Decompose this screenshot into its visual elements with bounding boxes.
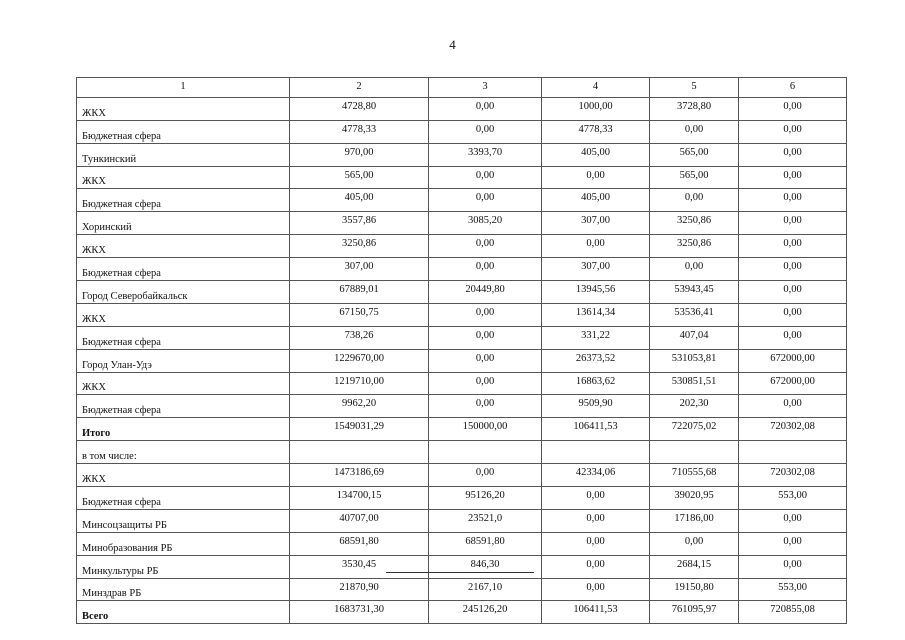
table-cell: 846,30 — [429, 555, 542, 578]
table-row — [77, 120, 847, 143]
table-cell: 0,00 — [542, 509, 650, 532]
table-cell: 530851,51 — [650, 372, 739, 395]
table-cell: 0,00 — [429, 464, 542, 487]
table-cell: 9509,90 — [542, 395, 650, 418]
table-cell: 9962,20 — [290, 395, 429, 418]
table-cell: 0,00 — [429, 326, 542, 349]
table-row — [77, 326, 847, 349]
table-cell: 405,00 — [290, 189, 429, 212]
table-cell: 68591,80 — [429, 532, 542, 555]
table-cell: 0,00 — [739, 212, 847, 235]
table-cell: 0,00 — [429, 166, 542, 189]
table-cell: 3728,80 — [650, 97, 739, 120]
table-cell: 1683731,30 — [290, 601, 429, 624]
table-cell: 720302,08 — [739, 418, 847, 441]
table-cell: 0,00 — [739, 120, 847, 143]
table-cell: 0,00 — [739, 258, 847, 281]
table-row — [77, 212, 847, 235]
table-cell: 53943,45 — [650, 281, 739, 304]
table-cell: 19150,80 — [650, 578, 739, 601]
table-cell: 565,00 — [650, 143, 739, 166]
table-cell: 0,00 — [739, 166, 847, 189]
table-cell: 16863,62 — [542, 372, 650, 395]
column-header: 4 — [542, 78, 650, 98]
table-cell: 970,00 — [290, 143, 429, 166]
table-cell: 150000,00 — [429, 418, 542, 441]
table-cell: 13945,56 — [542, 281, 650, 304]
table-cell: 245126,20 — [429, 601, 542, 624]
row-label: ЖКХ — [77, 303, 290, 326]
table-row — [77, 395, 847, 418]
table-cell: 672000,00 — [739, 349, 847, 372]
row-label: Город Северобайкальск — [77, 281, 290, 304]
row-label: Город Улан-Удэ — [77, 349, 290, 372]
column-header: 1 — [77, 78, 290, 98]
table-cell: 0,00 — [429, 97, 542, 120]
table-cell: 0,00 — [429, 235, 542, 258]
table-cell: 0,00 — [739, 143, 847, 166]
table-row — [77, 143, 847, 166]
table-cell: 0,00 — [542, 235, 650, 258]
table-cell — [429, 441, 542, 464]
table-row — [77, 281, 847, 304]
table-cell: 53536,41 — [650, 303, 739, 326]
table-cell: 40707,00 — [290, 509, 429, 532]
table-row — [77, 601, 847, 624]
table-row — [77, 303, 847, 326]
table-cell: 331,22 — [542, 326, 650, 349]
table-cell: 3530,45 — [290, 555, 429, 578]
table-cell: 2167,10 — [429, 578, 542, 601]
row-label: Всего — [77, 601, 290, 624]
row-label: Минкультуры РБ — [77, 555, 290, 578]
column-header: 2 — [290, 78, 429, 98]
table-cell: 738,26 — [290, 326, 429, 349]
table-cell: 0,00 — [429, 303, 542, 326]
table-cell: 0,00 — [739, 532, 847, 555]
column-header: 3 — [429, 78, 542, 98]
table-cell: 307,00 — [542, 258, 650, 281]
table-cell: 2684,15 — [650, 555, 739, 578]
page-number: 4 — [449, 37, 456, 52]
table-cell: 0,00 — [650, 120, 739, 143]
table-cell: 0,00 — [739, 97, 847, 120]
table-cell: 0,00 — [650, 189, 739, 212]
row-label: Бюджетная сфера — [77, 189, 290, 212]
table-cell: 23521,0 — [429, 509, 542, 532]
table-cell: 0,00 — [542, 555, 650, 578]
table-cell: 553,00 — [739, 487, 847, 510]
row-label: Бюджетная сфера — [77, 326, 290, 349]
table-cell: 0,00 — [739, 326, 847, 349]
row-label: Итого — [77, 418, 290, 441]
table-cell: 0,00 — [650, 532, 739, 555]
table-cell: 13614,34 — [542, 303, 650, 326]
table-cell: 565,00 — [650, 166, 739, 189]
table-cell — [650, 441, 739, 464]
row-label: Минобразования РБ — [77, 532, 290, 555]
table-cell: 761095,97 — [650, 601, 739, 624]
table-cell: 39020,95 — [650, 487, 739, 510]
budget-table — [76, 77, 847, 624]
table-row — [77, 555, 847, 578]
table-cell: 720302,08 — [739, 464, 847, 487]
row-label: Бюджетная сфера — [77, 395, 290, 418]
table-cell: 3250,86 — [650, 212, 739, 235]
table-body — [77, 97, 847, 623]
row-label: Бюджетная сфера — [77, 258, 290, 281]
row-label: ЖКХ — [77, 464, 290, 487]
table-cell: 1549031,29 — [290, 418, 429, 441]
table-cell: 67889,01 — [290, 281, 429, 304]
table-cell: 0,00 — [739, 303, 847, 326]
row-label: в том числе: — [77, 441, 290, 464]
table-cell: 0,00 — [429, 120, 542, 143]
table-cell: 26373,52 — [542, 349, 650, 372]
table-row — [77, 578, 847, 601]
table-cell: 106411,53 — [542, 601, 650, 624]
row-label: Минсоцзащиты РБ — [77, 509, 290, 532]
row-label: Бюджетная сфера — [77, 487, 290, 510]
table-cell: 0,00 — [650, 258, 739, 281]
table-cell: 4778,33 — [290, 120, 429, 143]
table-cell: 307,00 — [542, 212, 650, 235]
table-row — [77, 487, 847, 510]
table-cell: 565,00 — [290, 166, 429, 189]
table-cell: 3557,86 — [290, 212, 429, 235]
table-row — [77, 372, 847, 395]
table-cell: 1000,00 — [542, 97, 650, 120]
table-cell: 672000,00 — [739, 372, 847, 395]
table-cell: 307,00 — [290, 258, 429, 281]
table-cell: 4728,80 — [290, 97, 429, 120]
table-header-row — [77, 78, 847, 98]
table-cell — [542, 441, 650, 464]
table-cell: 202,30 — [650, 395, 739, 418]
table-cell: 1219710,00 — [290, 372, 429, 395]
table-cell: 4778,33 — [542, 120, 650, 143]
table-cell: 553,00 — [739, 578, 847, 601]
row-label: Бюджетная сфера — [77, 120, 290, 143]
table-cell: 3250,86 — [650, 235, 739, 258]
table-row — [77, 97, 847, 120]
column-header: 6 — [739, 78, 847, 98]
table-cell: 1229670,00 — [290, 349, 429, 372]
table-cell: 0,00 — [542, 578, 650, 601]
row-label: Тункинский — [77, 143, 290, 166]
table-row — [77, 464, 847, 487]
row-label: ЖКХ — [77, 372, 290, 395]
footer-rule — [386, 572, 534, 573]
table-cell: 3250,86 — [290, 235, 429, 258]
table-cell: 17186,00 — [650, 509, 739, 532]
table-row — [77, 418, 847, 441]
table-cell: 0,00 — [739, 509, 847, 532]
table-cell: 720855,08 — [739, 601, 847, 624]
table-cell: 0,00 — [429, 372, 542, 395]
table-cell: 531053,81 — [650, 349, 739, 372]
table-cell: 106411,53 — [542, 418, 650, 441]
row-label: ЖКХ — [77, 235, 290, 258]
table-cell — [739, 441, 847, 464]
table-cell: 405,00 — [542, 143, 650, 166]
table-cell: 0,00 — [739, 281, 847, 304]
row-label: ЖКХ — [77, 166, 290, 189]
table-cell: 722075,02 — [650, 418, 739, 441]
table-cell: 134700,15 — [290, 487, 429, 510]
table-cell: 0,00 — [542, 532, 650, 555]
table-cell: 0,00 — [739, 395, 847, 418]
table-cell: 0,00 — [429, 349, 542, 372]
table-row — [77, 509, 847, 532]
table-row — [77, 349, 847, 372]
table-cell: 95126,20 — [429, 487, 542, 510]
table-cell: 0,00 — [429, 258, 542, 281]
table-cell: 0,00 — [542, 166, 650, 189]
table-cell: 3085,20 — [429, 212, 542, 235]
table-cell: 407,04 — [650, 326, 739, 349]
row-label: Минздрав РБ — [77, 578, 290, 601]
table-cell: 0,00 — [542, 487, 650, 510]
table-cell: 0,00 — [739, 235, 847, 258]
table-cell: 68591,80 — [290, 532, 429, 555]
table-cell: 0,00 — [739, 189, 847, 212]
table-cell: 710555,68 — [650, 464, 739, 487]
table-row — [77, 258, 847, 281]
table-cell: 42334,06 — [542, 464, 650, 487]
row-label: ЖКХ — [77, 97, 290, 120]
table-row — [77, 166, 847, 189]
table-cell: 1473186,69 — [290, 464, 429, 487]
table-cell: 67150,75 — [290, 303, 429, 326]
table-row — [77, 532, 847, 555]
table-cell: 405,00 — [542, 189, 650, 212]
table-cell: 0,00 — [429, 395, 542, 418]
table-cell: 0,00 — [739, 555, 847, 578]
table-row — [77, 441, 847, 464]
table-cell: 21870,90 — [290, 578, 429, 601]
table-cell: 3393,70 — [429, 143, 542, 166]
table-cell: 20449,80 — [429, 281, 542, 304]
table-cell — [290, 441, 429, 464]
column-header: 5 — [650, 78, 739, 98]
table-cell: 0,00 — [429, 189, 542, 212]
table-row — [77, 189, 847, 212]
row-label: Хоринский — [77, 212, 290, 235]
table-row — [77, 235, 847, 258]
